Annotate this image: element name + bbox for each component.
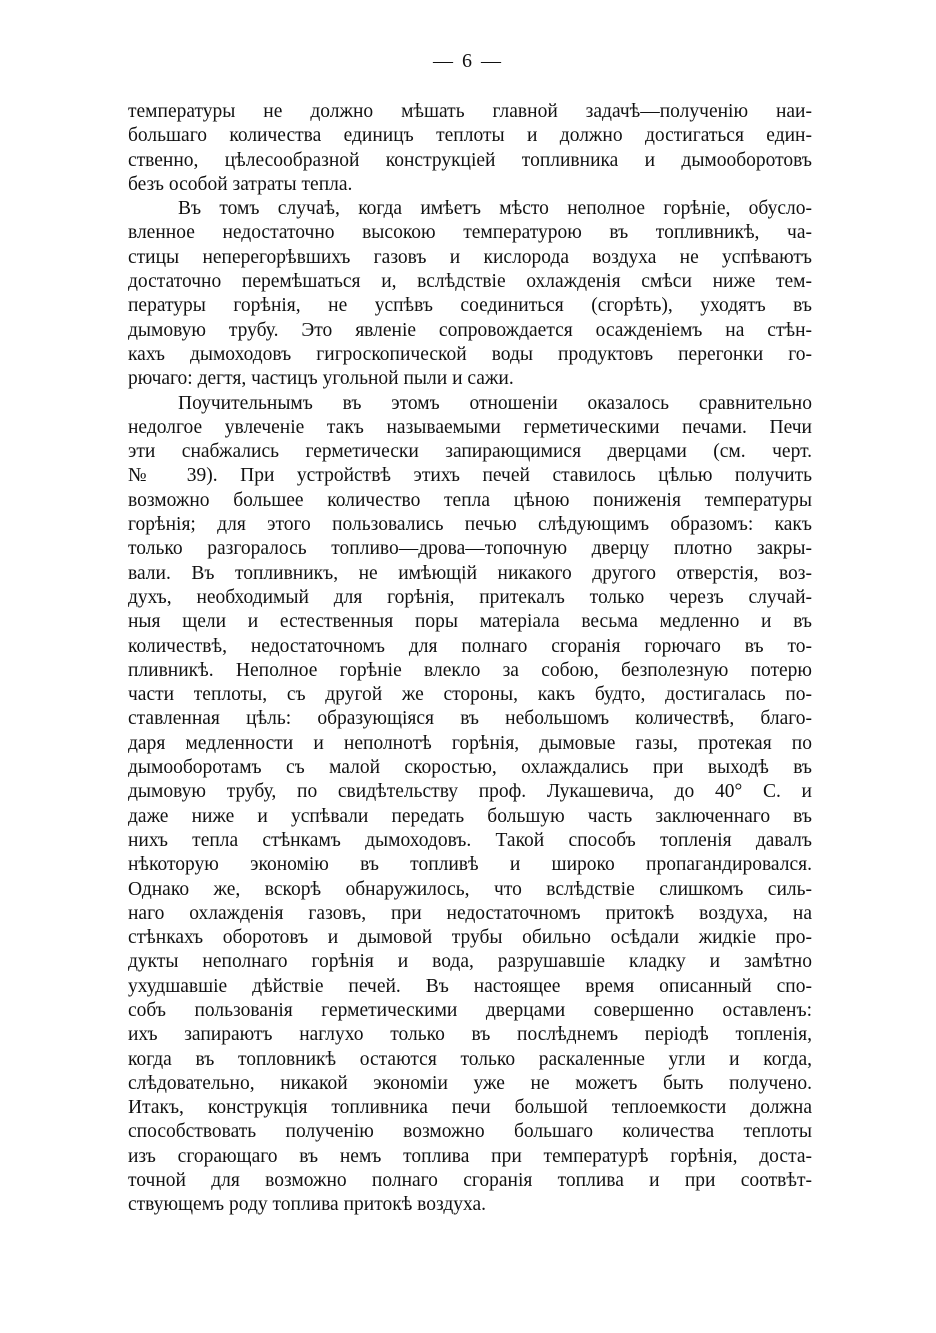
paragraph	[128, 100, 812, 197]
text-line: Въ томъ случаѣ, когда имѣетъ мѣсто неполное горѣніе, обусло-	[178, 198, 812, 220]
text-line: дукты неполнаго горѣнія и вода, разрушавшіе кладку и замѣтно	[128, 951, 812, 973]
text-line: стицы неперегорѣвшихъ газовъ и кислорода воздуха не успѣваютъ	[128, 246, 812, 268]
text-line: нѣкоторую экономію въ топливѣ и широко пропагандировался.	[128, 854, 812, 876]
text-line: безъ особой затраты тепла.	[128, 173, 353, 195]
text-line: только разгоралось топливо—дрова—топочную дверцу плотно закры-	[128, 538, 812, 560]
text-line: достаточно перемѣшаться и, вслѣдствіе охлажденія смѣси ниже тем-	[128, 271, 812, 293]
body-text	[128, 100, 812, 1218]
text-line: дымооборотамъ съ малой скоростью, охлаждались при выходѣ въ	[128, 757, 812, 779]
text-line: возможно большее количество тепла цѣною пониженія температуры	[128, 489, 812, 511]
text-line: части теплоты, съ другой же стороны, какъ будто, достигалась по-	[128, 684, 812, 706]
text-line: большаго количества единицъ теплоты и должно достигаться един-	[128, 125, 812, 147]
text-line: вленное недостаточно высокою температурою въ топливникѣ, ча-	[128, 222, 812, 244]
text-line: кахъ дымоходовъ гигроскопической воды продуктовъ перегонки го-	[128, 343, 812, 365]
text-line: ствующемъ роду топлива притокѣ воздуха.	[128, 1194, 487, 1216]
text-line: даже ниже и успѣвали передать большую часть заключеннаго въ	[128, 805, 812, 827]
text-line: точной для возможно полнаго сгоранія топлива и при соотвѣт-	[128, 1170, 812, 1192]
paragraph	[128, 197, 812, 391]
text-line: дымовую трубу. Это явленіе сопровождается осажденіемъ на стѣн-	[128, 319, 812, 341]
text-line: Поучительнымъ въ этомъ отношеніи оказалось сравнительно	[178, 392, 812, 414]
text-line: пературы горѣнія, не успѣвъ соединиться (сгорѣть), уходятъ въ	[128, 295, 812, 317]
text-line: вали. Въ топливникъ, не имѣющій никакого другого отверстія, воз-	[128, 562, 812, 584]
text-line: дымовую трубу, по свидѣтельству проф. Лукашевича, до 40° С. и	[128, 781, 812, 803]
text-line: ственно, цѣлесообразной конструкціей топливника и дымооборотовъ	[128, 149, 812, 171]
text-line: ставленная цѣль: образующіяся въ небольшомъ количествѣ, благо-	[128, 708, 812, 730]
paragraph	[128, 392, 812, 1218]
text-line: ихъ запираютъ наглухо только въ послѣднемъ періодѣ топленія,	[128, 1024, 812, 1046]
text-line: когда въ топловникѣ остаются только раскаленные угли и когда,	[128, 1048, 812, 1070]
text-line: пливникѣ. Неполное горѣніе влекло за собою, безполезную потерю	[128, 659, 812, 681]
text-line: горѣнія; для этого пользовались печью слѣдующимъ образомъ: какъ	[128, 514, 812, 536]
page-number: — 6 —	[433, 50, 503, 72]
text-line: собъ пользованія герметическими дверцами совершенно оставленъ:	[128, 999, 812, 1021]
text-line: духъ, необходимый для горѣнія, притекалъ только черезъ случай-	[128, 586, 812, 608]
text-line: № 39). При устройствѣ этихъ печей ставилось цѣлью получить	[128, 465, 812, 487]
text-line: Однако же, вскорѣ обнаружилось, что вслѣдствіе слишкомъ силь-	[128, 878, 812, 900]
text-line: Итакъ, конструкція топливника печи большой теплоемкости должна	[128, 1097, 812, 1119]
text-line: ныя щели и естественныя поры матеріала весьма медленно и въ	[128, 611, 812, 633]
text-line: нихъ тепла стѣнкамъ дымоходовъ. Такой способъ топленія давалъ	[128, 829, 812, 851]
text-line: количествѣ, недостаточномъ для полнаго сгоранія горючаго въ то-	[128, 635, 812, 657]
text-line: ухудшавшіе дѣйствіе печей. Въ настоящее время описанный спо-	[128, 975, 812, 997]
text-line: изъ сгорающаго въ немъ топлива при температурѣ горѣнія, доста-	[128, 1145, 812, 1167]
text-line: способствовать полученію возможно большаго количества теплоты	[128, 1121, 812, 1143]
text-line: температуры не должно мѣшать главной задачѣ—полученію наи-	[128, 101, 812, 122]
text-line: даря медленности и неполнотѣ горѣнія, дымовые газы, протекая по	[128, 732, 812, 754]
text-line: слѣдовательно, никакой экономіи уже не можетъ быть получено.	[128, 1072, 812, 1094]
text-line: наго охлажденія газовъ, при недостаточномъ притокѣ воздуха, на	[128, 902, 812, 924]
text-line: эти снабжались герметически запирающимися дверцами (см. черт.	[128, 441, 812, 463]
text-line: рючаго: дегтя, частицъ угольной пыли и сажи.	[128, 368, 514, 390]
text-line: недолгое увлеченіе такъ называемыми герметическими печами. Печи	[128, 416, 812, 438]
text-line: стѣнкахъ оборотовъ и дымовой трубы обильно осѣдали жидкіе про-	[128, 927, 812, 949]
